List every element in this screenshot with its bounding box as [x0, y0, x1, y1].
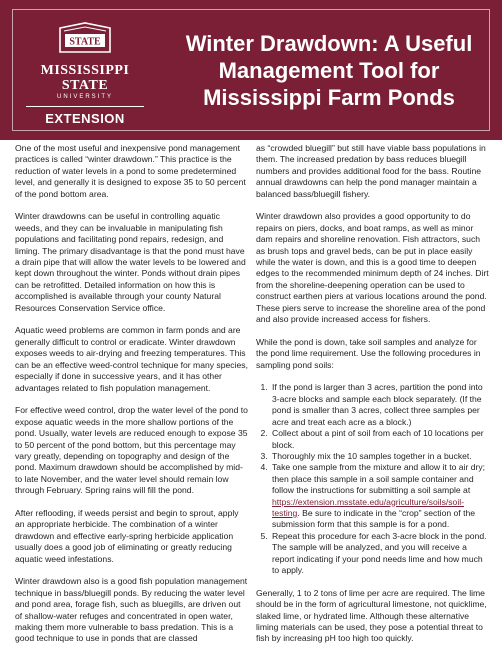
title-line: Winter Drawdown: A Useful	[185, 31, 473, 56]
body-paragraph: as “crowded bluegill” but still have viable bass populations in them. The increased predation by bass reduces bluegill numbers and provides additional food for the bass. Routine annual drawdowns can help the pond manager maintain a balanced bass/bluegill fishery.	[256, 143, 486, 199]
body-paragraph: Winter drawdowns can be useful in controlling aquatic weeds, and they can be invaluable in manipulating fish populations and facilitating pond repairs, redesign, and liming. The primary disadvantage is that the pond must have a drain pipe that will allow the water levels to be lowered and kept down throughout the winter. Ponds without drain pipes can be retrofitted. Detailed information on how this is accomplished is available through your county Natural Resources Conservation Service office.	[15, 211, 246, 313]
title-line: Mississippi Farm Ponds	[203, 85, 455, 110]
body-paragraph: While the pond is down, take soil samples and analyze for the pond lime requirement. Use the following procedures in sampling pond soils:	[256, 336, 481, 370]
title-line: Management Tool for	[218, 58, 440, 83]
list-item: 1. If the pond is larger than 3 acres, partition the pond into 3-acre blocks and sample each block separately. (If the pond is smaller than 3 acres, collect three samples per acre and treat each acre as a block.)	[270, 382, 489, 428]
list-item: 2. Collect about a pint of soil from each of 10 locations per block.	[270, 428, 489, 451]
extension-label: EXTENSION	[45, 111, 125, 126]
header-banner	[0, 0, 502, 140]
msu-extension-logo[interactable]	[20, 22, 150, 126]
body-paragraph: Winter drawdown also is a good fish population management technique in bass/bluegill ponds. By reducing the water level and pond area, forage fish, such as bluegills, are driven out of shallow-water refuges and concentrated in open water, making them more vulnerable to bass predation. This is a good technique to use in ponds that are classed	[15, 576, 248, 644]
step-text: . Be sure to indicate in the “crop” section of the submission form that this sample is for a pond.	[272, 507, 476, 530]
logo-divider	[26, 106, 144, 107]
body-paragraph: For effective weed control, drop the water level of the pond to expose aquatic weeds in the more shallow portions of the pond. Usually, water levels are reduced enough to expose 35 to 50 percent of the pond bottom, but this percentage may vary greatly, depending on topography and design of the pond. Maximum drawdown should be accomplished by mid-to late November, and the water level should remain low through February. Spring rains will fill the pond.	[15, 405, 248, 496]
university-name: MISSISSIPPI STATE	[40, 63, 130, 93]
svg-text:STATE: STATE	[69, 36, 101, 48]
list-item: 5. Repeat this procedure for each 3-acre block in the pond. The sample will be analyzed, and you will receive a report indicating if your pond needs lime and how much to apply.	[270, 531, 489, 577]
university-sub: UNIVERSITY	[56, 94, 113, 100]
body-paragraph: One of the most useful and inexpensive pond management practices is called “winter drawdown.” This practice is the reduction of water levels in a pond to some predetermined level, and generally it is designed to expose 35 to 50 percent of the pond bottom area.	[15, 143, 246, 199]
body-paragraph: Generally, 1 to 2 tons of lime per acre are required. The lime should be in the form of agricultural limestone, not quicklime, slaked lime, or hydrated lime. Although these alternative liming materials can be used, they pose a potential threat to fish by increasing pH too high too quickly.	[256, 587, 487, 644]
right-column	[256, 143, 489, 650]
body-paragraph: Winter drawdown also provides a good opportunity to do repairs on piers, docks, and boat ramps, as well as minor dam repairs and shoreline renovation. Fish attractors, such as brush tops and gravel beds, can be put in place easily while the water is down, and this is a good time to deepen edges to the recommended minimum depth of 24 inches. Dirt from the shoreline-deepening operation can be used to construct earthen piers at various locations around the pond. These piers serve to increase the shoreline area of the pond and also provide increased access for fishers.	[256, 211, 489, 325]
left-column	[15, 143, 248, 650]
list-item: 3. Thoroughly mix the 10 samples together in a bucket.	[270, 451, 489, 462]
state-emblem-icon	[52, 22, 118, 56]
step-text: Take one sample from the mixture and allow it to air dry; then place this sample in a soil sample container and follow the instructions for submitting a soil sample at	[272, 462, 486, 496]
list-item	[270, 462, 489, 530]
soil-sampling-steps	[256, 382, 489, 576]
body-paragraph: After reflooding, if weeds persist and begin to sprout, apply an appropriate herbicide. The combination of a winter drawdown and effective early-spring herbicide application usually does a good job of eliminating or greatly reducing aquatic weed infestations.	[15, 507, 239, 564]
body-paragraph: Aquatic weed problems are common in farm ponds and are generally difficult to control or eradicate. Winter drawdown exposes weeds to air-drying and freezing temperatures. This can be an effective weed-control technique for many species, especially if done in successive years, and it has other advantages related to fish population management.	[15, 325, 248, 393]
page-title	[168, 30, 490, 111]
soil-testing-link[interactable]: https://extension.msstate.edu/agriculture/soils/soil-testing	[272, 496, 465, 518]
